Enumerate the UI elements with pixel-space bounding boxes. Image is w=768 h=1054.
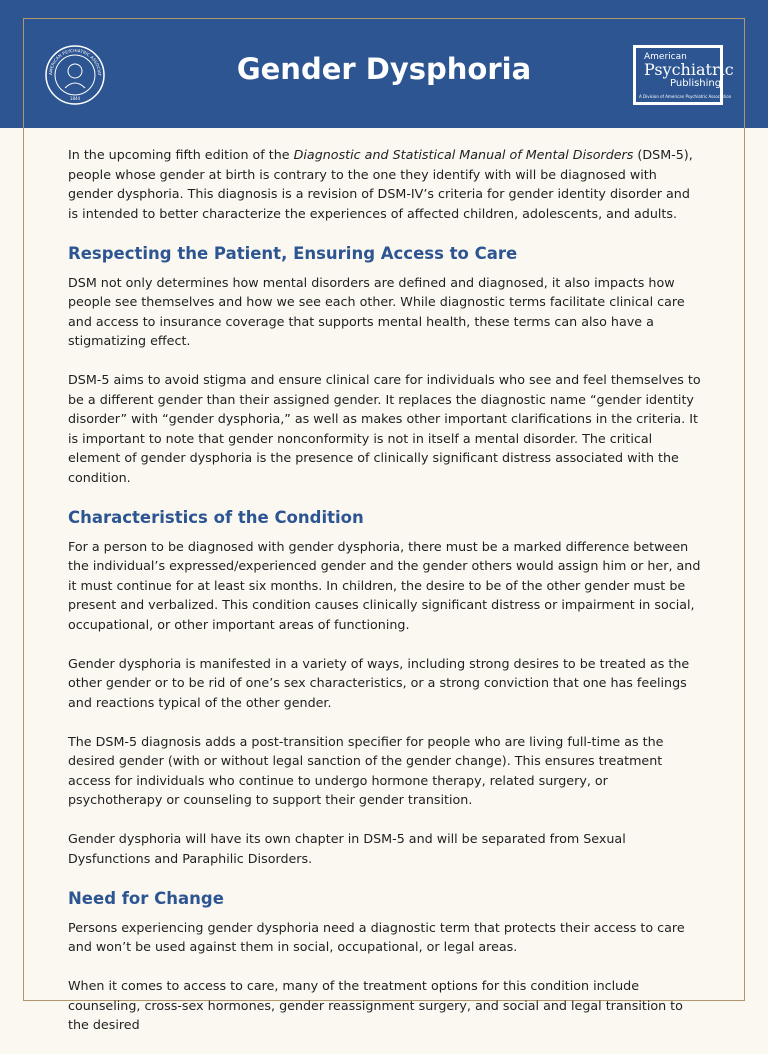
page-title: Gender Dysphoria [236, 52, 532, 86]
logo-line-1: American [644, 52, 687, 62]
logo-line-2: Psychiatric [644, 60, 734, 79]
intro-paragraph [68, 145, 702, 223]
intro-text-start: In the upcoming fifth edition of the [68, 147, 294, 162]
paragraph: For a person to be diagnosed with gender dysphoria, there must be a marked difference between the individual’s expressed/experienced gender and the gender others would assign him or her, and it must continue for at least six months. In children, the desire to be of the other gender must be present and verbalized. This condition causes clinically significant distress or impairment in social, occupational, or other important areas of functioning. [68, 538, 701, 632]
paragraph: DSM-5 aims to avoid stigma and ensure clinical care for individuals who see and feel themselves to be a different gender than their assigned gender. It replaces the diagnostic name “gender identity disorder” with “gender dysphoria,” as well as makes other important clarifications in the criteria. It is important to note that gender nonconformity is not in itself a mental disorder. The critical element of gender dysphoria is the presence of clinically significant distress associated with the condition. [68, 372, 701, 485]
logo-line-3: Publishing [670, 78, 722, 89]
manual-title: Diagnostic and Statistical Manual of Mental Disorders [293, 147, 634, 162]
seal-text: AMERICAN PSYCHIATRIC ASSOCIAT [47, 47, 103, 77]
section-heading-need-for-change: Need for Change [68, 888, 224, 908]
document-body [68, 145, 702, 1054]
logo-tagline: A Division of American Psychiatric Association [639, 94, 732, 99]
paragraph: Gender dysphoria is manifested in a variety of ways, including strong desires to be treated as the other gender or to be rid of one’s sex characteristics, or a strong conviction that one has feelings and reactions typical of the other gender. [68, 655, 690, 710]
paragraph: The DSM-5 diagnosis adds a post-transition specifier for people who are living full-time as the desired gender (with or without legal sanction of the gender change). This ensures treatment access for individuals who continue to undergo hormone therapy, related surgery, or psychotherapy or counseling to support their gender transition. [68, 733, 664, 807]
intro-text-end: (DSM-5), people whose gender at birth is contrary to the one they identify with will be diagnosed with gender dysphoria. This diagnosis is a revision of DSM-IV’s criteria for gender identity disorder and is intended to better characterize the experiences of affected children, adolescents, and adults. [68, 147, 693, 221]
seal-year: 1844 [69, 96, 81, 101]
paragraph: DSM not only determines how mental disorders are defined and diagnosed, it also impacts how people see themselves and how we see each other. While diagnostic terms facilitate clinical care and access to insurance coverage that supports mental health, these terms can also have a stigmatizing effect. [68, 274, 685, 348]
section-heading-respecting: Respecting the Patient, Ensuring Access to Care [68, 243, 518, 263]
paragraph: Persons experiencing gender dysphoria need a diagnostic term that protects their access to care and won’t be used against them in social, occupational, or legal areas. [68, 919, 685, 954]
section-heading-characteristics: Characteristics of the Condition [68, 507, 364, 527]
paragraph: When it comes to access to care, many of the treatment options for this condition include counseling, cross-sex hormones, gender reassignment surgery, and social and legal transition to the desired [68, 978, 683, 1032]
paragraph: Gender dysphoria will have its own chapter in DSM-5 and will be separated from Sexual Dysfunctions and Paraphilic Disorders. [68, 831, 626, 866]
